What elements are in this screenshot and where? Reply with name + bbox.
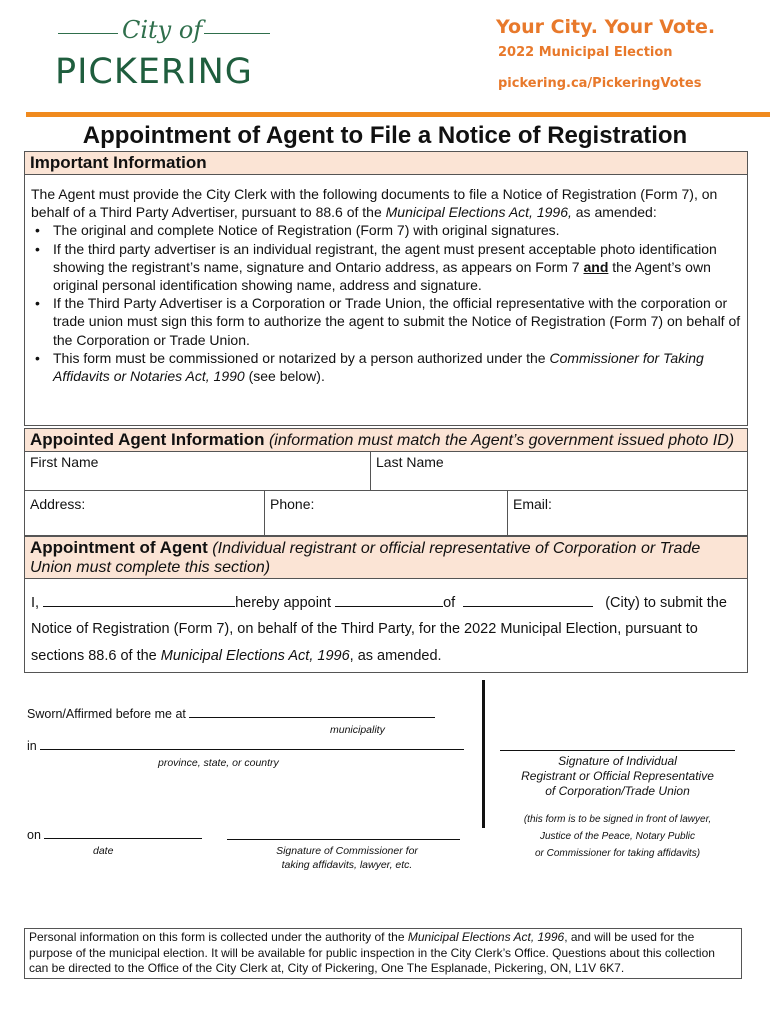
privacy-act: Municipal Elections Act, 1996 [407, 930, 565, 944]
sworn-before-line [27, 707, 435, 721]
form-title: Appointment of Agent to File a Notice of Registration [82, 122, 688, 149]
in-line [27, 739, 464, 753]
privacy-text-b: , and will be used for the purpose of the municipal election. It will be available for public inspection in the City Clerk’s Office. Questions about this collection can be directed to the Office of the City Clerk at, City of Pickering, One The Esplanade, Pickering, ON, L1V 6K7. [29, 930, 715, 975]
req4-text-b: (see below). [244, 368, 325, 385]
individual-sig-line-2: Registrant or Official Representative [521, 769, 714, 783]
requirements-list [31, 221, 741, 385]
important-intro [31, 185, 741, 221]
address-field[interactable] [25, 491, 265, 535]
agent-heading-note: (information must match the Agent’s government issued photo ID) [268, 432, 735, 449]
city-blank[interactable] [463, 593, 593, 607]
intro-text-2: as amended: [571, 204, 657, 221]
email-label: Email: [513, 496, 552, 512]
req2-text-b: the Agent’s own original personal identification showing name, address and signature. [53, 258, 711, 294]
req2-and: and [583, 258, 609, 275]
line3-act: Municipal Elections Act, 1996 [160, 648, 350, 664]
date-blank[interactable] [44, 828, 202, 839]
first-name-label: First Name [30, 454, 99, 470]
intro-act: Municipal Elections Act, 1996, [385, 204, 572, 221]
phone-label: Phone: [270, 496, 315, 512]
agent-information-heading [25, 429, 747, 451]
sworn-label: Sworn/Affirmed before me at [27, 707, 186, 721]
req4-text-a: This form must be commissioned or notarized by a person authorized under the [53, 349, 550, 366]
logo-rule-right [204, 33, 270, 34]
individual-sig-line-3: of Corporation/Trade Union [545, 784, 690, 798]
sworn-location-blank[interactable] [189, 707, 435, 718]
city-submit-text: (City) to submit the [605, 595, 727, 611]
important-heading-text: Important Information [30, 153, 207, 172]
individual-signature-caption [500, 754, 735, 799]
appointment-line-1 [31, 593, 741, 611]
on-date-line [27, 828, 202, 842]
registrant-name-blank[interactable] [43, 593, 235, 607]
slogan-headline [496, 16, 746, 38]
individual-signature-blank[interactable] [500, 738, 735, 751]
of-text: of [443, 595, 456, 611]
important-information-heading [25, 152, 747, 175]
i-label: I, [31, 595, 40, 611]
signature-divider [482, 680, 485, 828]
individual-sig-line-1: Signature of Individual [558, 754, 677, 768]
agent-name-blank[interactable] [335, 593, 443, 607]
requirement-item [31, 349, 741, 385]
appointment-heading-text: Appointment of Agent [30, 538, 208, 557]
line3-text-b: , as amended. [349, 648, 442, 664]
on-label: on [27, 828, 41, 842]
commissioner-sig-line-2: taking affidavits, lawyer, etc. [281, 859, 413, 871]
privacy-text-a: Personal information on this form is collected under the authority of the [29, 930, 408, 944]
agent-name-row [25, 451, 747, 490]
province-caption: province, state, or country [158, 757, 279, 769]
slogan-part-2: Your Vote. [604, 16, 716, 38]
address-label: Address: [30, 496, 86, 512]
requirement-item [31, 240, 741, 295]
agent-heading-text: Appointed Agent Information [30, 430, 265, 449]
election-slogan [496, 16, 746, 91]
req2-text-a: If the third party advertiser is an individual registrant, the agent must present acceptable photo identification showing the registrant’s name, signature and Ontario address, as appears on Form 7 [53, 240, 717, 275]
agent-information-section [24, 428, 748, 536]
logo-top-row [52, 16, 277, 50]
logo-name: PICKERING [55, 52, 253, 92]
signing-note [500, 811, 735, 862]
in-label: in [27, 739, 37, 753]
email-field[interactable] [508, 491, 747, 535]
signing-note-line-1: (this form is to be signed in front of lawyer, [523, 814, 712, 825]
logo-rule-left [58, 33, 118, 34]
appointment-line-2: Notice of Registration (Form 7), on behalf of the Third Party, for the 2022 Municipal Election, pursuant to [31, 621, 698, 637]
first-name-field[interactable] [25, 452, 371, 490]
line3-text-a: sections 88.6 of the [31, 648, 161, 664]
election-url: pickering.ca/PickeringVotes [498, 76, 702, 91]
req4-act: Commissioner for Taking Affidavits or Notaries Act, 1990 [53, 349, 704, 385]
privacy-notice [24, 928, 742, 979]
phone-field[interactable] [265, 491, 508, 535]
province-blank[interactable] [40, 739, 464, 750]
intro-text-1: The Agent must provide the City Clerk with the following documents to file a Notice of Registration (Form 7), on behalf of a Third Party Advertiser, pursuant to 88.6 of the [31, 186, 718, 221]
appointment-heading-note: (Individual registrant or official representative of Corporation or Trade Union must complete this section) [30, 540, 701, 576]
slogan-part-1: Your City. [496, 16, 598, 38]
last-name-field[interactable] [371, 452, 747, 490]
important-information-body [25, 175, 747, 391]
appointment-heading [25, 537, 747, 579]
commissioner-signature-caption [227, 844, 467, 872]
last-name-label: Last Name [376, 454, 444, 470]
appointment-section [24, 536, 748, 673]
commissioner-signature-blank[interactable] [227, 828, 460, 840]
requirement-item: • The original and complete Notice of Registration (Form 7) with original signatures. [31, 221, 741, 239]
signing-note-line-3: or Commissioner for taking affidavits) [534, 848, 701, 859]
date-caption: date [93, 845, 114, 857]
election-name: 2022 Municipal Election [498, 45, 673, 60]
agent-contact-row [25, 490, 747, 535]
important-information-section [24, 151, 748, 426]
signing-note-line-2: Justice of the Peace, Notary Public [539, 831, 696, 842]
header-divider [26, 112, 770, 117]
appointment-line-3 [31, 648, 741, 664]
municipality-caption: municipality [330, 724, 385, 736]
city-of-pickering-logo [52, 14, 277, 94]
logo-city-of: City of [122, 16, 203, 44]
appointment-body [25, 593, 747, 664]
commissioner-sig-line-1: Signature of Commissioner for [276, 845, 418, 857]
requirement-item: • If the Third Party Advertiser is a Corporation or Trade Union, the official representative with the corporation or trade union must sign this form to authorize the agent to submit the Notice of Registration (Form 7) on behalf of the Corporation or Trade Union. [31, 294, 741, 349]
hereby-appoint-text: hereby appoint [235, 595, 332, 611]
